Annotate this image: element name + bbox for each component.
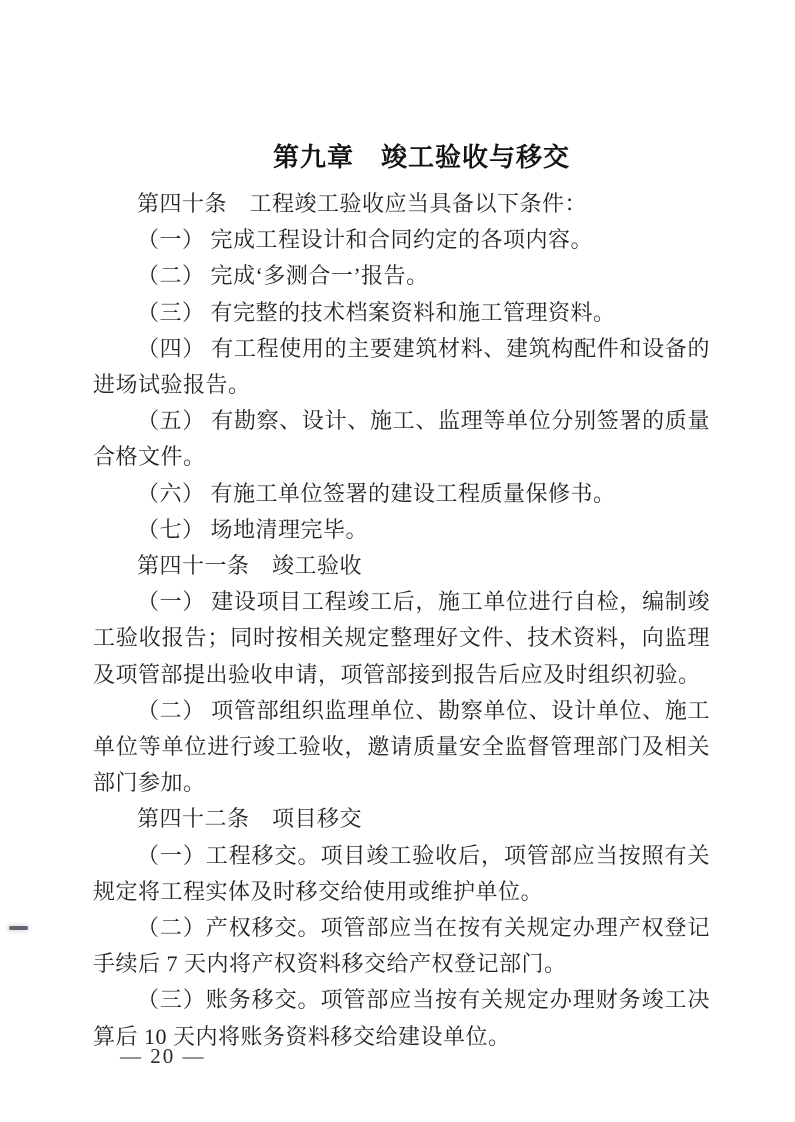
article-42-item-2: （二）产权移交。项管部应当在按有关规定办理产权登记手续后 7 天内将产权资料移交给产权登记部门。: [93, 915, 710, 977]
article-40-item-7: （七） 场地清理完毕。: [137, 516, 369, 542]
article-42-heading: 第四十二条 项目移交: [137, 806, 363, 832]
article-40-item-2: （二） 完成‘多测合一’报告。: [137, 263, 429, 289]
chapter-title: 第九章 竣工验收与移交: [272, 142, 570, 172]
article-42-item-3: （三）账务移交。项管部应当按有关规定办理财务竣工决算后 10 天内将账务资料移交给建设单位。: [93, 987, 710, 1049]
article-41-item-1: （一） 建设项目工程竣工后，施工单位进行自检，编制竣工验收报告；同时按相关规定整理好文件、技术资料，向监理及项管部提出验收申请，项管部接到报告后应及时组织初验。: [93, 589, 710, 687]
article-40-item-1: （一） 完成工程设计和合同约定的各项内容。: [137, 227, 594, 253]
article-42-item-1: （一）工程移交。项目竣工验收后，项管部应当按照有关规定将工程实体及时移交给使用或维护单位。: [93, 842, 710, 904]
page-content: [93, 140, 710, 1055]
body-text: [93, 186, 710, 1055]
article-40-item-6: （六） 有施工单位签署的建设工程质量保修书。: [137, 480, 616, 506]
article-41-heading: 第四十一条 竣工验收: [137, 553, 363, 579]
article-40-item-3: （三） 有完整的技术档案资料和施工管理资料。: [137, 299, 616, 325]
article-40-item-5: （五） 有勘察、设计、施工、监理等单位分别签署的质量合格文件。: [93, 408, 710, 470]
page-number: — 20 —: [120, 1044, 206, 1068]
scan-artifact-mark: [9, 926, 28, 930]
article-40-item-4: （四） 有工程使用的主要建筑材料、建筑构配件和设备的进场试验报告。: [93, 335, 710, 398]
article-41-item-2: （二） 项管部组织监理单位、勘察单位、设计单位、施工单位等单位进行竣工验收，邀请质量安全监督管理部门及相关部门参加。: [93, 697, 710, 796]
article-40-heading: 第四十条 工程竣工验收应当具备以下条件：: [137, 191, 588, 216]
